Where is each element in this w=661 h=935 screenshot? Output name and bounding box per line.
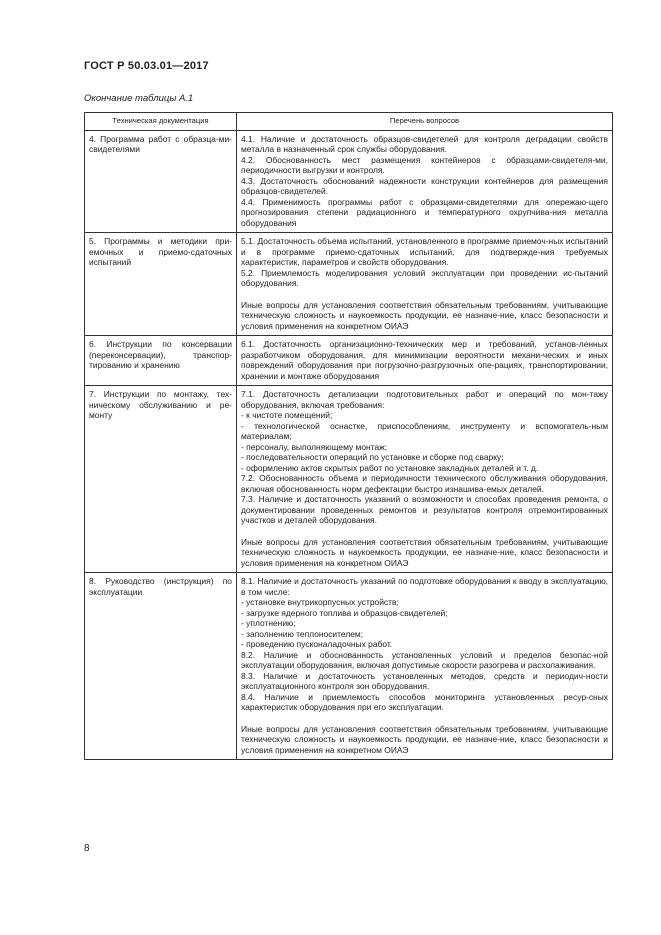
question-line: - уплотнению;	[241, 618, 296, 628]
question-line: 7.2. Обоснованность объема и периодичности технического обслуживания оборудования, включая обоснованность норм дефектации быстро изнашива-емых деталей.	[241, 473, 608, 494]
table-header-row	[85, 113, 613, 131]
question-line: Иные вопросы для установления соответствия обязательным требованиям, учитывающие техническую сложность и наукоемкость продукции, ее назначе-ние, класс безопасности и условия применения на конкретном ОИАЭ	[241, 723, 608, 755]
column-header: Техническая документация	[85, 113, 237, 131]
paragraph-gap	[241, 713, 608, 724]
question-line: Иные вопросы для установления соответствия обязательным требованиям, учитывающие техническую сложность и наукоемкость продукции, ее назначе-ние, класс безопасности и условия применения на конкретном ОИАЭ	[241, 536, 608, 568]
page-number: 8	[84, 843, 90, 854]
document-type-cell: 4. Программа работ с образца-ми-свидетелями	[85, 130, 237, 233]
question-line: 8.1. Наличие и достаточность указаний по подготовке оборудования к вводу в эксплуатацию, в том числе:	[241, 576, 608, 597]
column-header: Перечень вопросов	[237, 113, 613, 131]
question-line: 8.2. Наличие и обоснованность установленных условий и пределов безопас-ной эксплуатации оборудования, включая допустимые скорости разогрева и расхолаживания.	[241, 649, 608, 670]
question-line: 5.2. Приемлемость моделирования условий эксплуатации при проведении ис-пытаний оборудования.	[241, 267, 608, 288]
questions-cell	[237, 336, 613, 386]
table-row	[85, 233, 613, 336]
question-line: - заполнению теплоносителем;	[241, 628, 364, 639]
document-header: ГОСТ Р 50.03.01—2017	[84, 60, 209, 72]
table-caption: Окончание таблицы А.1	[84, 93, 194, 104]
questions-cell	[237, 386, 613, 573]
table-row	[85, 130, 613, 233]
question-line: 4.3. Достаточность обоснований надежности конструкции контейнеров для размещения образцов-свидетелей.	[241, 175, 608, 196]
question-line: 6.1. Достаточность организационно-технических мер и требований, установ-ленных разработчиком оборудования, для минимизации вероятности механи-ческих и иных повреждений оборудования при погрузочно-разгрузочных опе-рациях, транспортировании, хранении и монтаже оборудования	[241, 339, 608, 381]
paragraph-gap	[241, 526, 608, 537]
question-line: 4.4. Применимость программы работ с образцами-свидетелями для опережаю-щего прогнозирования степени радиационного и температурного охрупчива-ния металла оборудования	[241, 196, 608, 228]
question-line: 4.2. Обоснованность мест размещения контейнеров с образцами-свидетеля-ми, периодичности выгрузки и контроля.	[241, 154, 608, 175]
question-line: - к чистоте помещений;	[241, 410, 333, 420]
questions-cell	[237, 233, 613, 336]
question-line: - загрузке ядерного топлива и образцов-свидетелей;	[241, 607, 448, 618]
question-line: 7.1. Достаточность детализации подготовительных работ и операций по мон-тажу оборудования, включая требования:	[241, 389, 608, 410]
question-line: 8.3. Наличие и достаточность установленных методов, средств и периодич-ности эксплуатационного контроля зон оборудования.	[241, 670, 608, 691]
question-line: 5.1. Достаточность объема испытаний, установленного в программе приемоч-ных испытаний и в программе приемо-сдаточных испытаний, для подтвержде-ния требуемых характеристик, параметров и свойств оборудования.	[241, 236, 608, 267]
question-line: 4.1. Наличие и достаточность образцов-свидетелей для контроля деградации свойств металла в назначенный срок службы оборудования.	[241, 133, 608, 154]
document-type-cell: 8. Руководство (инструкция) по эксплуатации	[85, 573, 237, 760]
questions-cell	[237, 130, 613, 233]
table-row	[85, 336, 613, 386]
question-line: - персоналу, выполняющему монтаж;	[241, 441, 388, 452]
document-type-cell: 7. Инструкции по монтажу, тех-ническому обслуживанию и ре-монту	[85, 386, 237, 573]
question-line: - проведению пусконаладочных работ.	[241, 639, 393, 649]
question-line: 7.3. Наличие и достаточность указаний о возможности и способах проведения ремонта, о документировании проведенных ремонтов и результатов контроля отремонтированных участков и деталей оборудования.	[241, 494, 608, 525]
questions-cell	[237, 573, 613, 760]
table-row	[85, 386, 613, 573]
question-line: 8.4. Наличие и приемлемость способов мониторинга установленных ресур-сных характеристик оборудования при его эксплуатации.	[241, 691, 608, 712]
question-line: - установке внутрикорпусных устройств;	[241, 597, 399, 607]
question-line: - технологической оснастке, приспособлениям, инструменту и вспомогатель-ным материалам;	[241, 420, 608, 441]
table-row	[85, 573, 613, 760]
document-type-cell: 6. Инструкции по консервации (переконсервации), транспор-тированию и хранению	[85, 336, 237, 386]
question-line: - последовательности операций по установке и сборке под сварку;	[241, 452, 504, 462]
requirements-table	[84, 112, 613, 760]
document-type-cell: 5. Программы и методики при-емочных и приемо-сдаточных испытаний	[85, 233, 237, 336]
paragraph-gap	[241, 289, 608, 300]
question-line: - оформлению актов скрытых работ по установке закладных деталей и т. д.	[241, 462, 539, 473]
question-line: Иные вопросы для установления соответствия обязательным требованиям, учитывающие техническую сложность и наукоемкость продукции, ее назначе-ние, класс безопасности и условия применения на конкретном ОИАЭ	[241, 299, 608, 331]
